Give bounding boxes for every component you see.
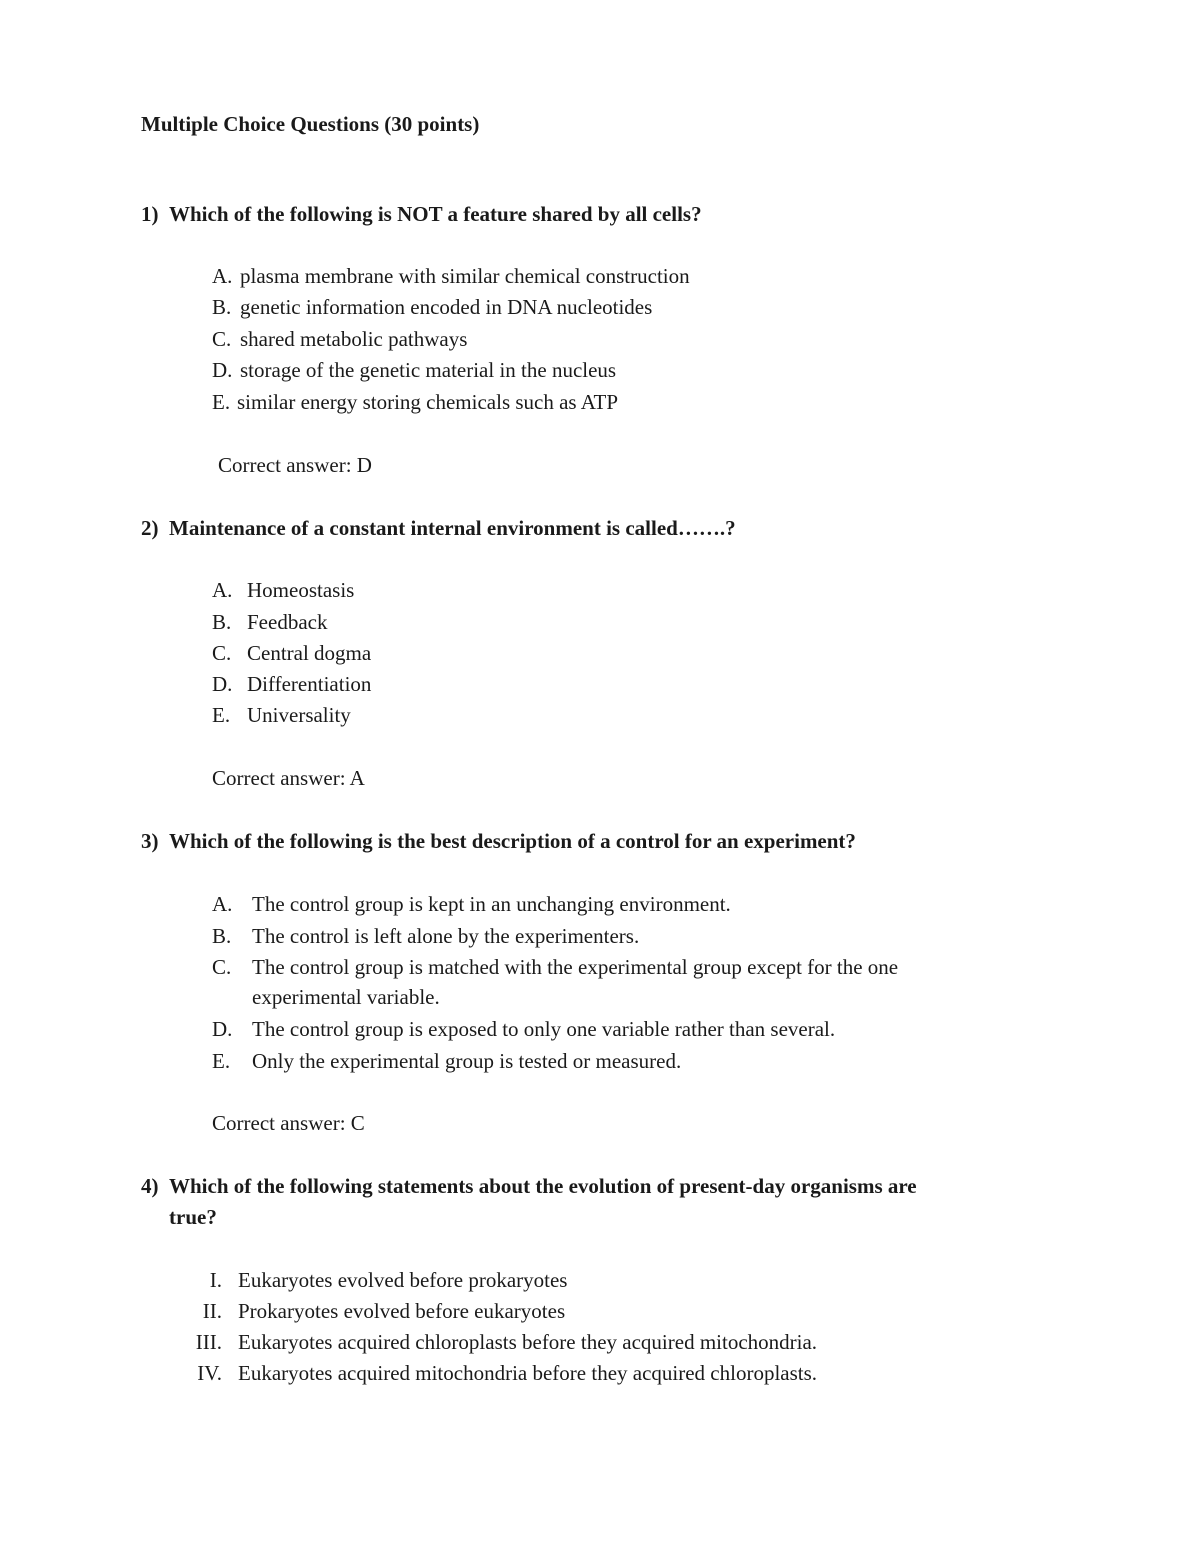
- option-text: plasma membrane with similar chemical construction: [240, 264, 690, 288]
- option-letter: E.: [212, 1049, 231, 1073]
- option-text: Eukaryotes evolved before prokaryotes: [238, 1268, 568, 1292]
- option-letter: E.: [212, 390, 231, 414]
- option-text: The control group is matched with the experimental group except for the one: [252, 955, 899, 979]
- option-text: shared metabolic pathways: [240, 327, 468, 351]
- option-text-continued: experimental variable.: [252, 985, 440, 1009]
- option-text: Prokaryotes evolved before eukaryotes: [238, 1299, 566, 1323]
- option-text: Homeostasis: [247, 578, 355, 602]
- option-text: Eukaryotes acquired chloroplasts before they acquired mitochondria.: [238, 1330, 818, 1354]
- question-number: 1): [141, 202, 159, 226]
- option-letter: D.: [212, 672, 233, 696]
- option-numeral: III.: [195, 1330, 222, 1354]
- option-text: Only the experimental group is tested or measured.: [252, 1049, 682, 1073]
- option-letter: B.: [212, 295, 232, 319]
- question-text: Which of the following statements about the evolution of present-day organisms are: [169, 1174, 917, 1198]
- question-text: Which of the following is the best description of a control for an experiment?: [169, 829, 856, 853]
- question-number: 3): [141, 829, 159, 853]
- option-letter: C.: [212, 641, 232, 665]
- option-text: Central dogma: [247, 641, 372, 665]
- correct-answer: Correct answer: C: [212, 1111, 365, 1135]
- option-text: The control group is kept in an unchanging environment.: [252, 892, 731, 916]
- option-text: The control group is exposed to only one variable rather than several.: [252, 1017, 836, 1041]
- question-number: 2): [141, 516, 159, 540]
- question-text-continued: true?: [169, 1205, 217, 1229]
- correct-answer: Correct answer: A: [212, 766, 365, 790]
- option-numeral: IV.: [197, 1361, 222, 1385]
- option-text: genetic information encoded in DNA nucleotides: [240, 295, 653, 319]
- option-letter: A.: [212, 892, 233, 916]
- correct-answer: Correct answer: D: [218, 453, 372, 477]
- option-letter: C.: [212, 327, 232, 351]
- option-letter: D.: [212, 1017, 233, 1041]
- option-text: storage of the genetic material in the nucleus: [240, 358, 617, 382]
- option-text: The control is left alone by the experimenters.: [252, 924, 640, 948]
- option-letter: D.: [212, 358, 233, 382]
- question-number: 4): [141, 1174, 159, 1198]
- option-text: Eukaryotes acquired mitochondria before they acquired chloroplasts.: [238, 1361, 818, 1385]
- question-text: Maintenance of a constant internal environment is called…….?: [169, 516, 736, 540]
- option-letter: B.: [212, 610, 232, 634]
- question-text: Which of the following is NOT a feature shared by all cells?: [169, 202, 702, 226]
- page-title: Multiple Choice Questions (30 points): [141, 112, 480, 136]
- option-letter: A.: [212, 264, 233, 288]
- option-letter: B.: [212, 924, 232, 948]
- option-text: Universality: [247, 703, 351, 727]
- option-letter: C.: [212, 955, 232, 979]
- option-text: Feedback: [247, 610, 328, 634]
- option-numeral: II.: [202, 1299, 222, 1323]
- option-text: similar energy storing chemicals such as ATP: [237, 390, 619, 414]
- option-letter: A.: [212, 578, 233, 602]
- option-letter: E.: [212, 703, 231, 727]
- option-numeral: I.: [209, 1268, 222, 1292]
- option-text: Differentiation: [247, 672, 372, 696]
